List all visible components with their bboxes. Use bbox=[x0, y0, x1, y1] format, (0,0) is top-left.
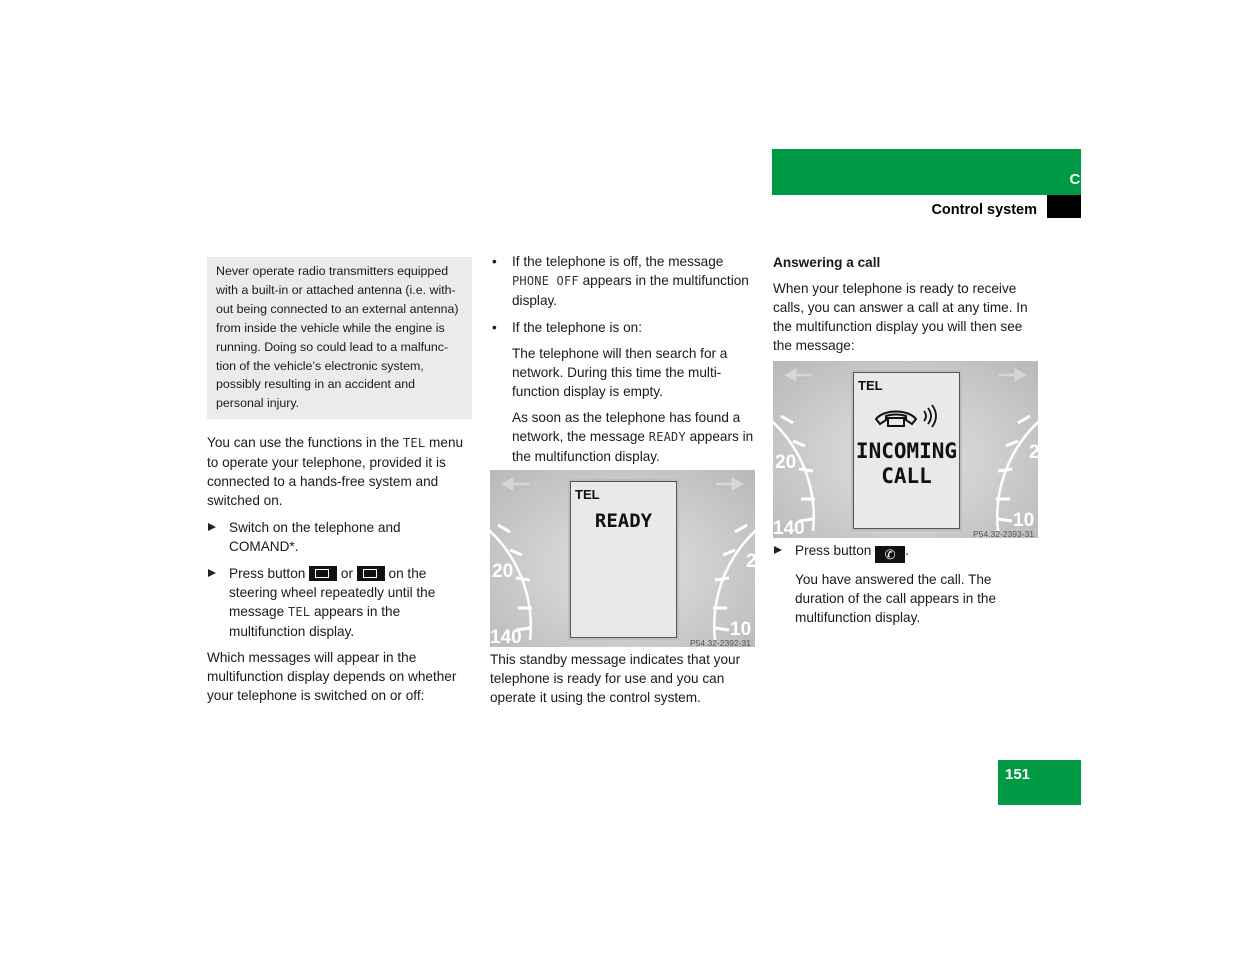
phone-handset-icon: ✆ bbox=[875, 546, 905, 563]
page-number: 151 bbox=[1005, 766, 1031, 783]
image-reference: P54.32-2392-31 bbox=[690, 638, 751, 648]
column-1 bbox=[207, 257, 472, 705]
column-3-steps bbox=[773, 541, 1038, 627]
answering-paragraph: When your telephone is ready to receive calls, you can answer a call at any time. In the multifunction display you will then see the message: bbox=[773, 281, 1028, 353]
display-message: READY bbox=[594, 510, 653, 532]
ready-caption: This standby message indicates that your telephone is ready for use and you can operate it using the control system. bbox=[490, 652, 741, 705]
header-banner bbox=[772, 149, 1081, 195]
section-title: Controls in detail bbox=[1069, 171, 1192, 188]
triangle-arrow-icon bbox=[208, 569, 216, 577]
header-tab-marker bbox=[1047, 195, 1081, 218]
step-press-button: Press button or on the steering wheel repeatedly until the message TEL appears in the multifunction display. bbox=[207, 564, 472, 641]
intro-paragraph: You can use the functions in the TEL menu to operate your telephone, provided it is connected to a hands-free system and switched on. bbox=[207, 435, 464, 509]
answered-paragraph: You have answered the call. The duration of the call appears in the multifunction display. bbox=[795, 572, 997, 625]
search-network-paragraph: The telephone will then search for a network. During this time the multi-function display is empty. bbox=[512, 346, 728, 399]
ready-paragraph: As soon as the telephone has found a network, the message READY appears in the multifunction display. bbox=[512, 410, 754, 464]
bullet-phone-off: • If the telephone is off, the message PHONE OFF appears in the multifunction display. bbox=[492, 254, 749, 308]
bullet-phone-on: • If the telephone is on: bbox=[492, 320, 642, 335]
column-2 bbox=[490, 252, 755, 466]
dashboard-image-incoming: 20 2 140 10 TEL INCOMING CALL P54.32-2393-31 bbox=[773, 361, 1038, 538]
step-press-phone: Press button ✆ . bbox=[773, 541, 1038, 563]
image-reference: P54.32-2393-31 bbox=[973, 529, 1034, 539]
answering-heading: Answering a call bbox=[773, 255, 881, 270]
outro-paragraph: Which messages will appear in the multifunction display depends on whether your telephone is switched on or off: bbox=[207, 650, 457, 704]
warning-box: Never operate radio transmitters equipped with a built-in or attached antenna (i.e. with-out being connected to an external antenna) from inside the vehicle while the engine is running. Doing so could lead to a malfunc-tion of the vehicle’s electronic system, possibly resulting in an accident and personal injury. bbox=[207, 257, 472, 419]
multifunction-display: TEL READY bbox=[570, 481, 677, 638]
column-3 bbox=[773, 253, 1038, 355]
subsection-title: Control system bbox=[931, 202, 1037, 218]
phone-ringing-icon bbox=[866, 403, 946, 433]
triangle-arrow-icon bbox=[208, 523, 216, 531]
display-button-icon bbox=[357, 566, 385, 581]
triangle-arrow-icon bbox=[774, 546, 782, 554]
dashboard-image-ready: 20 2 140 10 TEL READY P54.32-2392-31 bbox=[490, 470, 755, 647]
display-message: INCOMING CALL bbox=[855, 439, 958, 488]
display-button-icon bbox=[309, 566, 337, 581]
step-switch-on: Switch on the telephone and COMAND*. bbox=[207, 518, 472, 556]
multifunction-display: TEL INCOMING CALL bbox=[853, 372, 960, 529]
